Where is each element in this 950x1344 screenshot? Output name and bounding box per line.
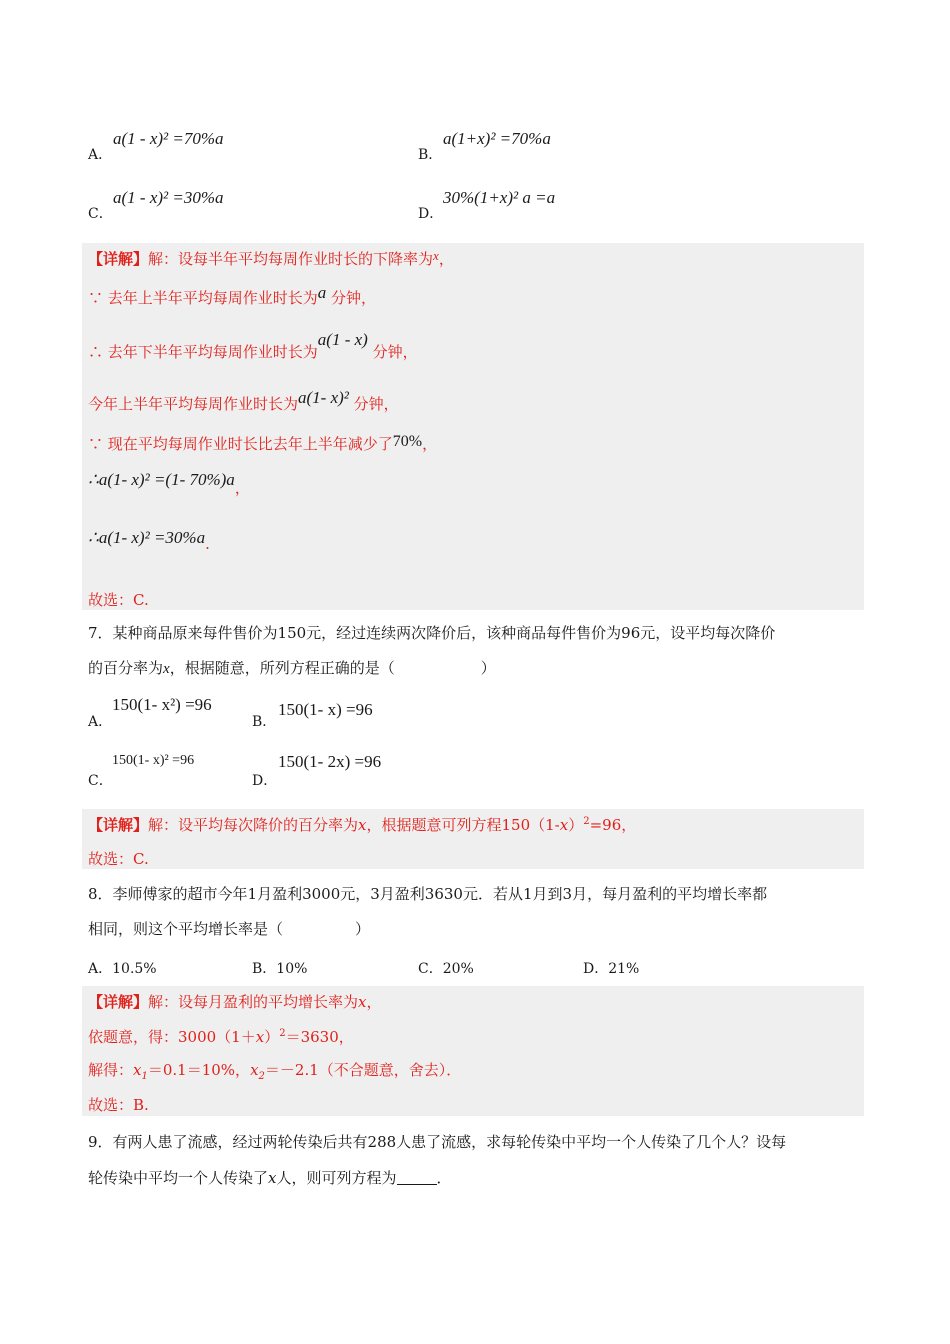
q8-solution-box [82, 986, 864, 1116]
q8-stem-line-2: 相同，则这个平均增长率是（ ） [88, 920, 371, 938]
q8-option-c: C．20% [418, 961, 474, 977]
q7-option-b-label: B． [252, 714, 277, 730]
q7-option-d-label: D． [252, 773, 278, 789]
q6-answer: 故选：C. [88, 591, 149, 609]
q7-option-c-label: C． [88, 773, 113, 789]
q7-option-c-expr: 150(1- x)² =96 [112, 753, 195, 768]
q7-option-a-label: A． [88, 714, 113, 730]
q8-answer: 故选：B. [88, 1096, 149, 1114]
q9-answer-blank[interactable] [397, 1170, 437, 1185]
q6-solution-line-3: ∴ 去年下半年平均每周作业时长为a(1 - x) 分钟， [88, 330, 418, 361]
q7-option-d-expr: 150(1- 2x) =96 [278, 752, 382, 771]
q6-solution-box [82, 243, 864, 610]
q6-option-c-label: C． [88, 206, 113, 222]
q8-solution-line-2: 依题意，得：$3000(1+x)^2=3630$， [88, 1028, 354, 1046]
q8-stem-line-1: 8．李师傅家的超市今年1月盈利3000元，3月盈利3630元．若从1月到3月，每月盈利的平均增长率都 [88, 885, 768, 903]
q6-solution-line-1: 【详解】解：设每半年平均每周作业时长的下降率为x， [88, 248, 454, 268]
q7-option-b-expr: 150(1- x) =96 [278, 700, 373, 719]
q6-option-d-expr: 30%(1+x)² a =a [443, 188, 556, 207]
q9-stem-line-1: 9．有两人患了流感，经过两轮传染后共有288人患了流感，求每轮传染中平均一个人传染了几个人？设每 [88, 1133, 787, 1151]
q8-solution-line-3: 解得：$x_1=0.1=10\%$，$x_2=-2.1$（不合题意，舍去）． [88, 1061, 462, 1082]
q7-option-a-expr: 150(1- x²) =96 [112, 695, 212, 714]
q8-option-d: D．21% [583, 961, 640, 977]
solution-tag: 【详解】 [88, 816, 149, 834]
q8-solution-line-1: 【详解】解：设每月盈利的平均增长率为x， [88, 993, 382, 1011]
q9-stem-line-2: 轮传染中平均一个人传染了x人，则可列方程为 ． [88, 1169, 452, 1187]
q7-stem-line-2: 的百分率为x，根据随意，所列方程正确的是（ ） [88, 659, 496, 677]
q7-solution-box [82, 809, 864, 869]
q7-answer: 故选：C. [88, 850, 149, 868]
solution-tag: 【详解】 [88, 993, 149, 1011]
q6-solution-line-6: ∴a(1- x)² =(1- 70%)a， [88, 470, 250, 497]
q6-option-c-expr: a(1 - x)² =30%a [113, 188, 224, 207]
q6-solution-line-7: ∴a(1- x)² =30%a. [88, 528, 210, 553]
q6-option-a-expr: a(1 - x)² =70%a [113, 129, 224, 148]
q6-option-b-expr: a(1+x)² =70%a [443, 129, 551, 148]
q8-option-b: B．10% [252, 961, 308, 977]
q6-solution-line-2: ∵ 去年上半年平均每周作业时长为a 分钟， [88, 283, 377, 307]
q6-solution-line-4: 今年上半年平均每周作业时长为a(1- x)² 分钟， [88, 388, 399, 413]
q6-solution-line-5: ∵ 现在平均每周作业时长比去年上半年减少了70%， [88, 433, 438, 453]
q6-option-d-label: D． [418, 206, 444, 222]
q6-option-b-label: B． [418, 147, 443, 163]
q7-stem-line-1: 7．某种商品原来每件售价为150元，经过连续两次降价后，该种商品每件售价为96元，设平均每次降价 [88, 624, 776, 642]
q7-solution-line-1: 【详解】解：设平均每次降价的百分率为x，根据题意可列方程$150(1-x)^2=96$， [88, 816, 637, 834]
q6-option-a-label: A． [88, 147, 113, 163]
q8-option-a: A．10.5% [88, 961, 157, 977]
solution-tag: 【详解】 [88, 250, 149, 268]
